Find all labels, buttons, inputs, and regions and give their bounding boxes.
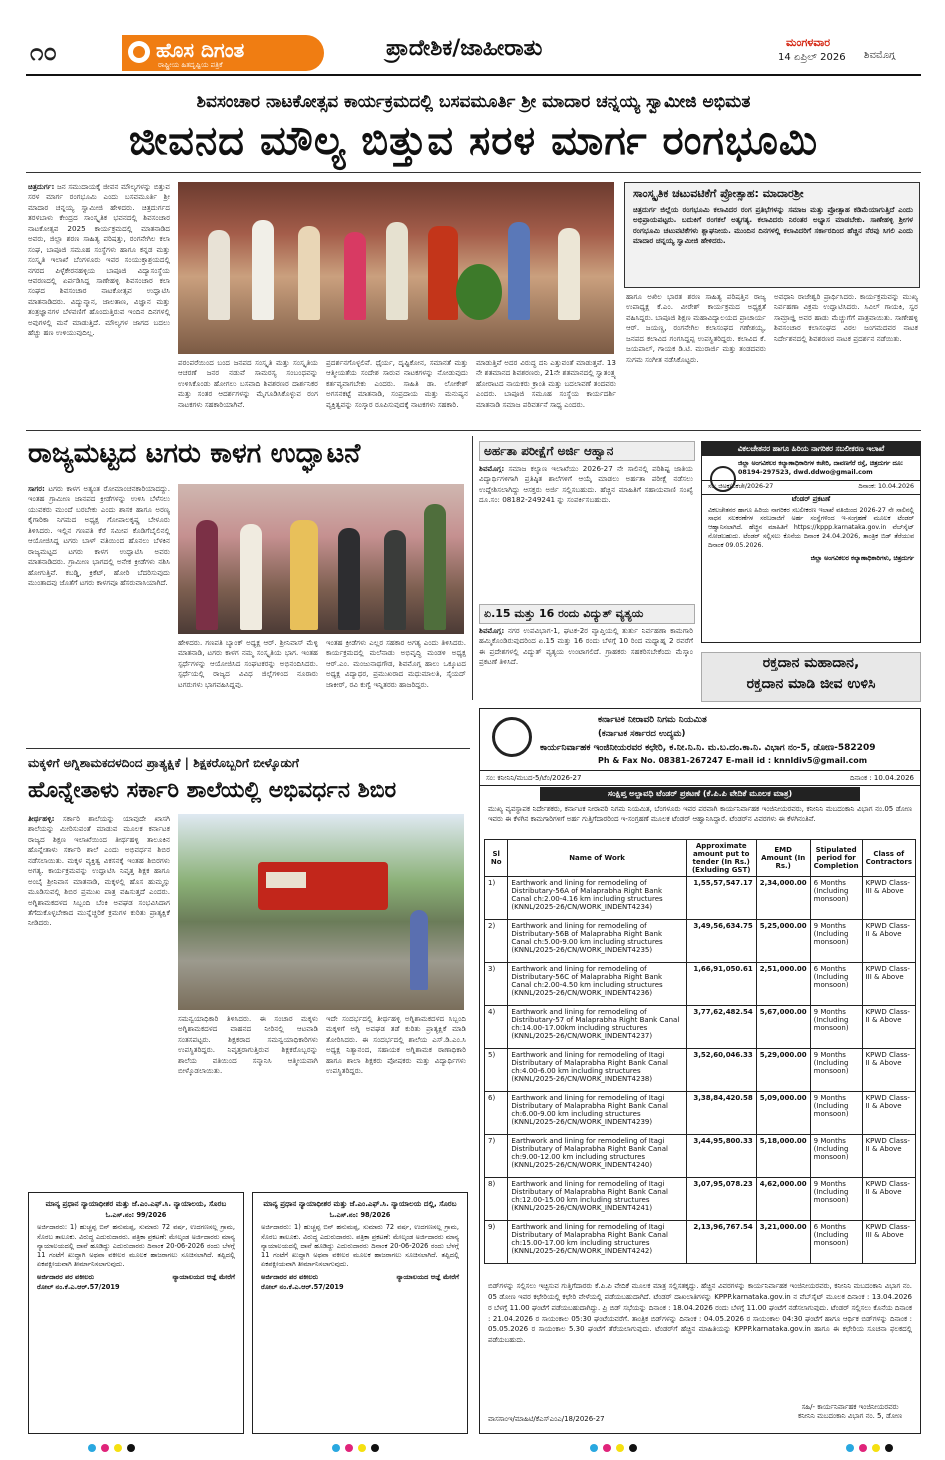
person-figure [384, 530, 406, 630]
row-work: Earthwork and lining for remodeling of Itagi Distributary of Malaprabha Right Bank Canal ch:15.00-17.00 km including structures (KNNL/2025-26/CN/WORK_INDENT4242) [508, 1221, 686, 1264]
department-header: ವಿಕಲಚೇತನರ ಹಾಗೂ ಹಿರಿಯ ನಾಗರಿಕರ ಸಬಲೀಕರಣ ಇಲಾಖೆ [702, 442, 920, 456]
person-figure [252, 220, 274, 320]
signature-line-2: ಕನೀನಿನಿ ಮಬದಂಕಾನಿ ವಿಭಾಗ ನಂ. 5, ಡೋಣ [798, 1412, 903, 1420]
table-row [485, 920, 916, 963]
notice-subtitle: ಟೆಂಡರ್ ಪ್ರಕಟಣೆ [791, 494, 831, 503]
row-period: 9 Months (Including monsoon) [810, 1049, 862, 1092]
plant-icon [456, 264, 502, 320]
row-amount: 3,44,95,800.33 [686, 1135, 756, 1178]
power-notice-title-box [479, 604, 695, 624]
lead-kicker: ಶಿವಸಂಚಾರ ನಾಟಕೋತ್ಸವ ಕಾರ್ಯಕ್ರಮದಲ್ಲಿ ಬಸವಮೂರ್ತಿ ಶ್ರೀ ಮಾದಾರ ಚನ್ನಯ್ಯ ಸ್ವಾಮೀಜಿ ಅಭಿಮತ [196, 92, 751, 112]
court-name: ಮಾನ್ಯ ಪ್ರಧಾನ ನ್ಯಾಯಾಧೀಶರ ಮತ್ತು ಜೆ.ಎಂ.ಎಫ್.ಸಿ. ನ್ಯಾಯಾಲಯ ದಲ್ಲಿ, ಸೊರಬ [263, 1199, 457, 1208]
department-address: ಜಿಲ್ಲಾ ಅಂಗವಿಕಲರ ಕಲ್ಯಾಣಾಧಿಕಾರಿಗಳ ಕಚೇರಿ, ದಾವಣಗೆರೆ ರಸ್ತೆ, ಚಿತ್ರದುರ್ಗ ದೂ: 08194-297523, dwd.ddwo@gmail.com [738, 460, 904, 477]
lead-text-1: ಜನ ಸಮುದಾಯಕ್ಕೆ ಜೀವನ ಮೌಲ್ಯಗಳನ್ನು ಬಿತ್ತುವ ಸರಳ ಮಾರ್ಗ ರಂಗಭೂಮಿ ಎಂದು ಬಸವಮೂರ್ತಿ ಶ್ರೀ ಮಾದಾರ ಚನ್ನಯ್ಯ ಸ್ವಾಮೀಜಿ ಹೇಳಿದರು. ಚಿತ್ರದುರ್ಗದ ತರಳಬಾಳು ಕೇಂದ್ರದ ಸಾಂಸ್ಕೃತಿಕ ಭವನದಲ್ಲಿ ಶಿವಸಂಚಾರ ನಾಟಕೋತ್ಸವ 2025 ಕಾರ್ಯಕ್ರಮದಲ್ಲಿ ಮಾತನಾಡಿದ ಅವರು, ಜಿಲ್ಲಾ ಶರಣ ಸಾಹಿತ್ಯ ಪರಿಷತ್ತು, ರಂಗನೇಗಿಲ ಕಲಾ ಸಂಘ, ಬಾಪೂಜಿ ಸಮೂಹ ಸಂಸ್ಥೆಗಳು ಹಾಗೂ ಕನ್ನಡ ಮತ್ತು ಸಂಸ್ಕೃತಿ ಇಲಾಖೆ ಬೆಂಗಳೂರು ಇವರ ಸಂಯುಕ್ತಾಶ್ರಯದಲ್ಲಿ ನಗರದ ಪಿಳ್ಳೆಕೇರನಹಳ್ಳಿಯ ಬಾಪೂಜಿ ವಿದ್ಯಾಸಂಸ್ಥೆಯ ಆವರಣದಲ್ಲಿ ಏರ್ಪಡಿಸಿದ್ದ ಸಾಣೇಹಳ್ಳಿ ಶಿವಸಂಚಾರ ಕಲಾ ಸಂಘದ ಶಿವಸಂಚಾರ ನಾಟಕೋತ್ಸವ ಉದ್ಘಾಟಿಸಿ ಮಾತನಾಡಿದರು. ವಿದ್ಯುನ್ಮಾನ, ಜಾಲತಾಣ, ವಿಜ್ಞಾನ ಮತ್ತು ತಂತ್ರಜ್ಞಾನಗಳ ಬೆಳವಣಿಗೆ ಹೊಂದುತ್ತಿರುವ ಇಂದಿನ ದಿನಗಳಲ್ಲಿ ಅವುಗಳಲ್ಲಿ ಮನೆ ಮಾಡುತ್ತಿದೆ. ಮೌಲ್ಯಗಳ ಜಾಗದ ಬದಲು ಹೆಚ್ಚು ಹಣ ಉಳಿಯುವುದಿಲ್ಲ. [28, 182, 170, 338]
row-work: Earthwork and lining for remodeling of Distributary-56B of Malaprabha Right Bank Canal ch:5.00-9.00 km including structures (KNNL/2025-26/CN/WORK_INDENT4235) [508, 920, 686, 963]
row-period: 6 Months (Including monsoon) [810, 877, 862, 920]
department-tender-notice [701, 441, 921, 643]
government-emblem-icon [710, 466, 736, 492]
col-emd: EMD Amount (In Rs.) [756, 840, 810, 877]
dateline: ತೀರ್ಥಹಳ್ಳಿ: [28, 814, 55, 823]
row-class: KPWD Class-III & Above [862, 963, 915, 1006]
person-figure [428, 226, 458, 320]
row-work: Earthwork and lining for remodeling of Distributary-56A of Malaprabha Right Bank Canal ch:2.00-4.16 km including structures (KNNL/2025-26/CN/WORK_INDENT4234) [508, 877, 686, 920]
office-contact: Ph & Fax No. 08381-267247 E-mail id : knnldiv5@gmail.com [598, 756, 868, 765]
row-period: 9 Months (Including monsoon) [810, 1092, 862, 1135]
apply-notice-title: ಅರ್ಹತಾ ಪರೀಕ್ಷೆಗೆ ಅರ್ಜಿ ಆಹ್ವಾನ [484, 444, 614, 458]
issue-day: ಮಂಗಳವಾರ [786, 36, 831, 49]
person-figure [338, 528, 360, 630]
row-class: KPWD Class-II & Above [862, 1178, 915, 1221]
person-figure [386, 222, 408, 320]
lead-photo [178, 182, 614, 354]
registration-dots [846, 1444, 893, 1452]
col-period: Stipulated period for Completion [810, 840, 862, 877]
ref-row [480, 770, 920, 786]
person-figure [240, 524, 262, 630]
story2-headline: ರಾಜ್ಯಮಟ್ಟದ ಟಗರು ಕಾಳಗ ಉದ್ಘಾಟನೆ [28, 438, 361, 469]
tender-ref-footer: ವಾಸಸಾಂಇ/ಮಾಹಿಟಿ/ಕೆಎಸ್‌ಎಂಎ/18/2026-27 [488, 1415, 605, 1423]
signature-line-1: ಸಹಿ/- ಕಾರ್ಯನಿರ್ವಾಹಕ ಇಂಜಿನೀಯರವರು [801, 1403, 899, 1411]
apply-notice-text [479, 464, 693, 596]
story3-column-3: ಇದೇ ಸಂದರ್ಭದಲ್ಲಿ ತೀರ್ಥಹಳ್ಳಿ ಅಗ್ನಿಶಾಮಕದಳದ ಸಿಬ್ಬಂದಿ ಮಕ್ಕಳಿಗೆ ಅಗ್ನಿ ಅವಘಡ ತಡೆ ಕುರಿತು ಪ್ರಾತ್ಯಕ್ಷಿಕೆ ಮಾಡಿ ತೋರಿಸಿದರು. ಈ ಸಂದರ್ಭದಲ್ಲಿ ಶಾಲೆಯ ಎಸ್.ಡಿ.ಎಂ.ಸಿ ಅಧ್ಯಕ್ಷ ನಿತ್ಯಾನಂದ, ಸಹಾಯಕ ಅಗ್ನಿಶಾಮಕ ಠಾಣಾಧಿಕಾರಿ ಹಾಗೂ ಶಾಲಾ ಶಿಕ್ಷಕರು ಪೋಷಕರು ಮತ್ತು ವಿದ್ಯಾರ್ಥಿಗಳು ಉಪಸ್ಥಿತರಿದ್ದರು. [326, 1014, 466, 1076]
lead-column-4: ಮಾಡುತ್ತಿವೆ ಅದರ ವಿರುದ್ಧ ದನಿ ಎತ್ತುವಂತೆ ಮಾಡುತ್ತವೆ. 13 ನೇ ಶತಮಾನದ ಶಿವಶರಣರು, 21ನೇ ಶತಮಾನದಲ್ಲಿ ಸ್ವಾತಂತ್ರ್ಯ ಹೋರಾಟದ ನಾಯಕರು ಕ್ರಾಂತಿ ಮತ್ತು ಬದಲಾವಣೆ ತಂದವರು ಎಂದರು. ಬಾಪೂಜಿ ಸಮೂಹ ಸಂಸ್ಥೆಯ ಕಾರ್ಯದರ್ಶಿ ಮಾತನಾಡಿ ಸಮಾಜ ಪರಿವರ್ತನೆ ಸಾಧ್ಯ ಎಂದರು. [476, 358, 616, 409]
row-amount: 2,13,96,767.54 [686, 1221, 756, 1264]
row-emd: 5,09,000.00 [756, 1092, 810, 1135]
court-name: ಮಾನ್ಯ ಪ್ರಧಾನ ನ್ಯಾಯಾಧೀಶರ ಮತ್ತು ಜೆ.ಎಂ.ಎಫ್.ಸಿ. ನ್ಯಾಯಾಲಯ, ಸೊರಬ [45, 1199, 227, 1208]
power-notice-body: ನಗರ ಉಪವಿಭಾಗ-1, ಘಟಕ-2ರ ವ್ಯಾಪ್ತಿಯಲ್ಲಿ ತುರ್ತು ನಿರ್ವಹಣಾ ಕಾಮಗಾರಿ ಹಮ್ಮಿಕೊಂಡಿರುವುದರಿಂದ ಏ.15 ಮತ್ತು 16 ರಂದು ಬೆಳಗ್ಗೆ 10 ರಿಂದ ಮಧ್ಯಾಹ್ನ 2 ರವರೆಗೆ ಈ ಪ್ರದೇಶಗಳಲ್ಲಿ ವಿದ್ಯುತ್ ವ್ಯತ್ಯಯ ಉಂಟಾಗಲಿದೆ. ಗ್ರಾಹಕರು ಸಹಕರಿಸಬೇಕೆಂದು ಮೆಸ್ಕಾಂ ಪ್ರಕಟಣೆ ತಿಳಿಸಿದೆ. [479, 626, 693, 667]
row-sl: 6) [485, 1092, 508, 1135]
story2-column-1 [28, 484, 170, 740]
office-address: ಕಾರ್ಯನಿರ್ವಾಹಕ ಇಂಜಿನೀಯರವರ ಕಛೇರಿ, ಕ.ನೀ.ನಿ.ನಿ. ಮ.ಬ.ದಂ.ಕಾ.ನಿ. ವಿಭಾಗ ನಂ-5, ಡೋಣ-582209 [540, 743, 876, 753]
edition-city: ಶಿವಮೊಗ್ಗ [864, 50, 896, 61]
registration-dots [590, 1444, 637, 1452]
col-amount: Approximate amount put to tender (In Rs.) (Exluding GST) [686, 840, 756, 877]
col-work: Name of Work [508, 840, 686, 877]
divider [472, 436, 473, 700]
masthead [26, 32, 921, 76]
row-period: 9 Months (Including monsoon) [810, 920, 862, 963]
apply-notice-title-box [479, 441, 695, 461]
ref-date: ದಿನಾಂಕ: 10.04.2026 [858, 482, 914, 490]
table-row [485, 1135, 916, 1178]
case-number: ಓ.ಎಸ್.ನಂ: 98/2026 [329, 1211, 391, 1220]
story2-column-2: ಹೇಳಿದರು. ಗಣಪತಿ ಬ್ಯಾಂಕ್ ಅಧ್ಯಕ್ಷ ಆರ್. ಶ್ರೀನಿವಾಸ್ ಮೆಳ್ಳಿ ಮಾತನಾಡಿ, ಟಗರು ಕಾಳಗ ನಮ್ಮ ಸಂಸ್ಕೃತಿಯ ಭಾಗ. ಇಂತಹ ಸ್ಪರ್ಧೆಗಳನ್ನು ಆಯೋಜಿಸಿದ ಸಂಘಟಕರನ್ನು ಅಭಿನಂದಿಸಿದರು. ಸ್ಪರ್ಧೆಯಲ್ಲಿ ರಾಜ್ಯದ ವಿವಿಧ ಜಿಲ್ಲೆಗಳಿಂದ ನೂರಾರು ಟಗರುಗಳು ಭಾಗವಹಿಸಿದ್ದವು. [178, 638, 318, 689]
row-class: KPWD Class-II & Above [862, 1092, 915, 1135]
person-figure [298, 226, 320, 320]
row-sl: 3) [485, 963, 508, 1006]
issue-date: 14 ಏಪ್ರಿಲ್ 2026 [778, 52, 846, 63]
row-sl: 4) [485, 1006, 508, 1049]
row-emd: 5,29,000.00 [756, 1049, 810, 1092]
table-row [485, 1221, 916, 1264]
lead-headline: ಜೀವನದ ಮೌಲ್ಯ ಬಿತ್ತುವ ಸರಳ ಮಾರ್ಗ ರಂಗಭೂಮಿ [128, 118, 819, 164]
row-sl: 9) [485, 1221, 508, 1264]
sun-logo-icon [128, 41, 150, 63]
row-class: KPWD Class-II & Above [862, 1135, 915, 1178]
row-class: KPWD Class-III & Above [862, 1221, 915, 1264]
page-number: ೧೦ [30, 38, 57, 66]
person-figure [344, 232, 366, 320]
row-sl: 8) [485, 1178, 508, 1221]
row-work: Earthwork and lining for remodeling of Distributary-57 of Malaprabha Right Bank Canal ch:14.00-17.00km including structures (KNNL/2025-26/CN/WORK_INDENT4237) [508, 1006, 686, 1049]
row-sl: 2) [485, 920, 508, 963]
person-figure [196, 520, 218, 630]
story3-photo [178, 814, 464, 1010]
tender-date: ದಿನಾಂಕ : 10.04.2026 [849, 774, 914, 782]
table-row [485, 1178, 916, 1221]
row-emd: 5,25,000.00 [756, 920, 810, 963]
row-period: 9 Months (Including monsoon) [810, 1006, 862, 1049]
dateline: ಚಿತ್ರದುರ್ಗ: [28, 182, 55, 191]
ref-number: ಸಂ: ಜಿಅಕ/ವಿಕಚೇ/2026-27 [708, 482, 774, 490]
row-emd: 5,67,000.00 [756, 1006, 810, 1049]
lead-column-5: ಹಾಗೂ ಅಖಿಲ ಭಾರತ ಶರಣ ಸಾಹಿತ್ಯ ಪರಿಷತ್ತಿನ ರಾಜ್ಯ ಉಪಾಧ್ಯಕ್ಷ ಕೆ.ಎಂ. ವೀರೇಶ್ ಕಾರ್ಯಕ್ರಮದ ಅಧ್ಯಕ್ಷತೆ ವಹಿಸಿದ್ದರು. ಬಾಪೂಜಿ ಶಿಕ್ಷಣ ಮಹಾವಿದ್ಯಾಲಯದ ಪ್ರಾಚಾರ್ಯ ಆರ್. ಜಯಣ್ಣ, ರಂಗನೇಗಿಲ ಕಲಾಸಂಘದ ಗಣೇಶಯ್ಯ, ಜನಪದ ಕಲಾವಿದ ಗಂಗಸಿದ್ದಪ್ಪ ಉಪಸ್ಥಿತರಿದ್ದರು. ಕಲಾವಿದ ಕೆ. ಜಯಪಾಲ್, ಗಾಯಕ ಡಿ.ಟಿ. ಮುರಾರ್ಜಿ ಮತ್ತು ತಂಡದವರು ಸುಗಮ ಸಂಗೀತ ನಡೆಸಿಕೊಟ್ಟರು. [626, 292, 766, 364]
person-figure [410, 910, 428, 990]
logo-tagline: ರಾಷ್ಟ್ರೀಯ ಹಿತದೃಷ್ಟಿಯ ಪತ್ರಿಕೆ [158, 61, 223, 69]
power-notice-title: ಏ.15 ಮತ್ತು 16 ರಂದು ವಿದ್ಯುತ್ ವ್ಯತ್ಯಯ [484, 607, 644, 620]
row-period: 6 Months (Including monsoon) [810, 1221, 862, 1264]
section-title: ಪ್ರಾದೇಶಿಕ/ಜಾಹೀರಾತು [386, 36, 543, 61]
person-figure [424, 504, 446, 630]
sidebar-text: ಚಿತ್ರದುರ್ಗ ಜಿಲ್ಲೆಯ ರಂಗಭೂಮಿ ಕಲಾವಿದರ ರಂಗ ಪ್ರತಿಭೆಗಳನ್ನು ಸಮಾಜ ಮತ್ತು ಪ್ರೋತ್ಸಾಹ ಕಡಿಮೆಯಾಗುತ್ತಿದೆ ಎಂದು ಅಭಿಪ್ರಾಯಪಟ್ಟರು. ಬದುಕಿಗೆ ರಂಗಕಲೆ ಅತ್ಯಗತ್ಯ. ಕಲಾವಿದರು ನಿರಂತರ ಅಭ್ಯಾಸ ಮಾಡಬೇಕು. ಸಾಣೇಹಳ್ಳಿ ಶ್ರೀಗಳ ರಂಗಭೂಮಿ ಚಟುವಟಿಕೆಗಳು ಶ್ಲಾಘನೀಯ. ಮುಂದಿನ ದಿನಗಳಲ್ಲಿ ಕಲಾವಿದರಿಗೆ ಸರ್ಕಾರದಿಂದ ಹೆಚ್ಚಿನ ನೆರವು ಸಿಗಲಿ ಎಂದು ಮಾದಾರ ಚನ್ನಯ್ಯ ಸ್ವಾಮೀಜಿ ಹೇಳಿದರು. [633, 205, 913, 246]
story3-text-1: ಸರ್ಕಾರಿ ಶಾಲೆಯನ್ನು ಯಾವುದೇ ಖಾಸಗಿ ಶಾಲೆಯನ್ನು ಮೀರಿಸುವಂತೆ ಮಾಡುವ ಮೂಲಕ ಕರ್ನಾಟಕ ರಾಜ್ಯದ ಶಿಕ್ಷಣ ಇಲಾಖೆಯಿಂದ ತೀರ್ಥಹಳ್ಳಿ ತಾಲೂಕಿನ ಹೊನ್ನೇತಾಳು ಸರ್ಕಾರಿ ಶಾಲೆ ಎಂದು ಅಭಿವರ್ಧನ ಶಿಬಿರ ನಡೆಸಲಾಯಿತು. ಮಕ್ಕಳ ವ್ಯಕ್ತಿತ್ವ ವಿಕಸನಕ್ಕೆ ಇಂತಹ ಶಿಬಿರಗಳು ಅಗತ್ಯ. ಕಾರ್ಯಕ್ರಮವನ್ನು ಉದ್ಘಾಟಿಸಿ ನಿವೃತ್ತ ಶಿಕ್ಷಕ ಹಾಗೂ ಅಂಬೈ ಶ್ರೀನಿವಾಸ ಮಾತನಾಡಿ, ಮಕ್ಕಳಲ್ಲಿ ಹೊಸ ಹುಮ್ಮಸ್ಸು ಮೂಡಿಸುವಲ್ಲಿ ಶಿಬಿರ ಪ್ರಮುಖ ಪಾತ್ರ ವಹಿಸುತ್ತದೆ ಎಂದರು. ಅಗ್ನಿಶಾಮಕದಳದ ಸಿಬ್ಬಂದಿ ಬೆಂಕಿ ಅವಘಡ ಸಂಭವಿಸಿದಾಗ ತೆಗೆದುಕೊಳ್ಳಬೇಕಾದ ಮುನ್ನೆಚ್ಚರಿಕೆ ಕ್ರಮಗಳ ಕುರಿತು ಪ್ರಾತ್ಯಕ್ಷಿಕೆ ನೀಡಿದರು. [28, 814, 170, 928]
person-figure [290, 520, 318, 630]
row-period: 6 Months (Including monsoon) [810, 963, 862, 1006]
roll-number: ರೋಲ್ ನಂ.ಕೆ.ಎ.ಆರ್.57/2019 [37, 1282, 120, 1291]
col-class: Class of Contractors [862, 840, 915, 877]
row-work: Earthwork and lining for remodeling of Distributary-56C of Malaprabha Right Bank Canal ch:2.00-4.50 km including structures (KNNL/2025-26/CN/WORK_INDENT4236) [508, 963, 686, 1006]
table-row [485, 1092, 916, 1135]
row-work: Earthwork and lining for remodeling of Itagi Distributary of Malaprabha Right Bank Canal ch:12.00-15.00 km including structures (KNNL/2025-26/CN/WORK_INDENT4241) [508, 1178, 686, 1221]
dateline: ಸಾಗರ: [28, 484, 45, 493]
row-amount: 3,52,60,046.33 [686, 1049, 756, 1092]
signature-row [253, 1269, 467, 1282]
notice-signature: ಜಿಲ್ಲಾ ಅಂಗವಿಕಲರ ಕಲ್ಯಾಣಾಧಿಕಾರಿಗಳು, ಚಿತ್ರದುರ್ಗ [810, 554, 914, 562]
row-amount: 3,49,56,634.75 [686, 920, 756, 963]
case-number: ಓ.ಎಸ್.ನಂ: 99/2026 [105, 1211, 167, 1220]
row-emd: 2,34,000.00 [756, 877, 810, 920]
tender-banner: ಸಂಕ್ಷಿಪ್ತ ಅಲ್ಪಾವಧಿ ಟೆಂಡರ್ ಪ್ರಕಟಣೆ (ಕೆ.ಪಿ.ಪಿ ವೇದಿಕೆ ಮೂಲಕ ಮಾತ್ರ) [540, 787, 860, 801]
story2-column-3: ಇಂತಹ ಕ್ರೀಡೆಗಳು ಎಲ್ಲರ ಸಹಕಾರ ಅಗತ್ಯ ಎಂದು ತಿಳಿಸಿದರು. ಕಾರ್ಯಕ್ರಮದಲ್ಲಿ ಮಲೆನಾಡು ಅಭಿವೃದ್ಧಿ ಮಂಡಳಿ ಅಧ್ಯಕ್ಷ ಆರ್.ಎಂ. ಮಂಜುನಾಥಗೌಡ, ಶಿವಮೊಗ್ಗ ಹಾಲು ಒಕ್ಕೂಟದ ಅಧ್ಯಕ್ಷ ವಿದ್ಯಾಧರ, ಪ್ರಮುಖರಾದ ಮಧುಮಾಲತಿ, ಸೈಯದ್ ಜಾಕೀರ್, ರವಿ ಕುಗ್ವೆ ಇನ್ನಿತರರು ಹಾಜರಿದ್ದರು. [326, 638, 466, 689]
row-amount: 3,77,62,482.54 [686, 1006, 756, 1049]
row-class: KPWD Class-II & Above [862, 1049, 915, 1092]
row-class: KPWD Class-II & Above [862, 920, 915, 963]
sidebar-box [624, 182, 920, 288]
blood-donation-banner [701, 652, 921, 702]
row-class: KPWD Class-III & Above [862, 877, 915, 920]
row-amount: 1,66,91,050.61 [686, 963, 756, 1006]
story2-text-1: ಟಗರು ಕಾಳಗ ಅತ್ಯಂತ ರೋಮಾಂಚನಕಾರಿಯಾದದ್ದು. ಇಂತಹ ಗ್ರಾಮೀಣ ಜಾನಪದ ಕ್ರೀಡೆಗಳನ್ನು ಉಳಿಸಿ ಬೆಳೆಸಲು ಯುವಕರು ಮುಂದೆ ಬರಬೇಕು ಎಂದು ಶಾಸಕ ಹಾಗೂ ಅರಣ್ಯ ಕೈಗಾರಿಕಾ ನಿಗಮದ ಅಧ್ಯಕ್ಷ ಗೋಪಾಲಕೃಷ್ಣ ಬೇಳೂರು ತಿಳಿಸಿದರು. ಇಲ್ಲಿನ ಗಣಪತಿ ಕೆರೆ ಸಮೀಪ ಕೊಡಿಗೆಬೈಲಿನಲ್ಲಿ ಆಯೋಜಿಸಿದ್ದ ಟಗರು ಬಾಳ್ ವತಿಯಿಂದ ಹೊನಲು ಬೆಳಕಿನ ರಾಜ್ಯಮಟ್ಟದ ಟಗರು ಕಾಳಗ ಉದ್ಘಾಟಿಸಿ ಅವರು ಮಾತನಾಡಿದರು. ಗ್ರಾಮೀಣ ಭಾಗದಲ್ಲಿ ಅನೇಕ ಕ್ರೀಡೆಗಳು ನಶಿಸಿ ಹೋಗುತ್ತಿವೆ. ಕಬಡ್ಡಿ, ಕ್ರಿಕೆಟ್, ಹೋರಿ ಬೆದರಿಸುವುದು ಮುಂತಾದವು ಜೊತೆಗೆ ಟಗರು ಕಾಳಗವೂ ಹೆಸರುವಾಸಿಯಾಗಿದೆ. [28, 484, 170, 587]
table-header-row [485, 840, 916, 877]
irrigation-tender-notice [479, 708, 921, 1434]
row-sl: 5) [485, 1049, 508, 1092]
story2-photo [178, 484, 464, 634]
court-notice-2 [252, 1192, 468, 1434]
org-name: ಕರ್ನಾಟಕ ನೀರಾವರಿ ನಿಗಮ ನಿಯಮಿತ [598, 715, 707, 725]
logo-title: ಹೊಸ ದಿಗಂತ [156, 38, 245, 62]
org-subtitle: (ಕರ್ನಾಟಕ ಸರ್ಕಾರದ ಉದ್ಯಮ) [598, 729, 686, 739]
story3-column-2: ಸಮನ್ವಯಾಧಿಕಾರಿ ತಿಳಿಸಿದರು. ಈ ಸಂಚಾರ ಮಕ್ಕಳು ಅಗ್ನಿಶಾಮಕದಳದ ವಾಹನದ ನೀರಿನಲ್ಲಿ ಆಟವಾಡಿ ಸಂತಸಪಟ್ಟರು. ಶಿಕ್ಷಕರಾದ ಸಮನ್ವಯಾಧಿಕಾರಿಗಳು ಉಪಸ್ಥಿತರಿದ್ದರು. ನಿವೃತ್ತರಾಗುತ್ತಿರುವ ಶಿಕ್ಷಕರೊಬ್ಬರನ್ನು ಶಾಲೆಯ ವತಿಯಿಂದ ಸನ್ಮಾನಿಸಿ ಆತ್ಮೀಯವಾಗಿ ಬೀಳ್ಕೊಡಲಾಯಿತು. [178, 1014, 318, 1076]
tender-rows [485, 877, 916, 1264]
story3-kicker: ಮಕ್ಕಳಿಗೆ ಅಗ್ನಿಶಾಮಕದಳದಿಂದ ಪ್ರಾತ್ಯಕ್ಷಿಕೆ | ಶಿಕ್ಷಕರೊಬ್ಬರಿಗೆ ಬೀಳ್ಕೊಡುಗೆ [28, 756, 299, 770]
row-work: Earthwork and lining for remodeling of Itagi Distributary of Malaprabha Right Bank Canal ch:9.00-12.00 km including structures (KNNL/2025-26/CN/WORK_INDENT4240) [508, 1135, 686, 1178]
row-emd: 4,62,000.00 [756, 1178, 810, 1221]
row-amount: 3,07,95,078.23 [686, 1178, 756, 1221]
person-figure [208, 230, 230, 320]
fire-truck-icon [258, 862, 388, 910]
lead-column-3: ಪ್ರದರ್ಶನಗೊಳ್ಳಲಿವೆ. ಧೈರ್ಯ, ದೃಷ್ಟಿಕೋನ, ಸಮಾನತೆ ಮತ್ತು ಆತ್ಮೀಯತೆಯ ಸಂದೇಶ ಸಾರುವ ನಾಟಕಗಳನ್ನು ನೋಡುವುದು ಕರ್ತವ್ಯವಾಗಬೇಕು ಎಂದರು. ಸಾಹಿತಿ ಡಾ. ಲೋಕೇಶ್ ಅಗಸನಕಟ್ಟೆ ಮಾತನಾಡಿ, ಸಂಪ್ರದಾಯ ಮತ್ತು ಮನುಷ್ಯನ ವ್ಯಕ್ತಿತ್ವವನ್ನು ಸಂಸ್ಕಾರ ರೂಪಿಸುವುದಕ್ಕೆ ನಾಟಕಗಳು ಸಹಕಾರಿ. [326, 358, 468, 409]
table-row [485, 1006, 916, 1049]
court-notice-1 [28, 1192, 244, 1434]
row-emd: 5,18,000.00 [756, 1135, 810, 1178]
col-sl: Sl No [485, 840, 508, 877]
paper-logo [122, 35, 324, 71]
row-amount: 3,38,84,420.58 [686, 1092, 756, 1135]
story3-headline: ಹೊನ್ನೇತಾಳು ಸರ್ಕಾರಿ ಶಾಲೆಯಲ್ಲಿ ಅಭಿವರ್ಧನ ಶಿಬಿರ [28, 778, 397, 803]
power-notice-text [479, 626, 693, 700]
row-work: Earthwork and lining for remodeling of Itagi Distributary of Malaprabha Right Bank Canal ch:4.00-6.00 km including structures (KNNL/2025-26/CN/WORK_INDENT4238) [508, 1049, 686, 1092]
tender-footer: ಬಿಡ್‌ಗಳನ್ನು ಸಲ್ಲಿಸಲು ಇಚ್ಛಿಸುವ ಗುತ್ತಿಗೆದಾರರು ಕೆ.ಪಿ.ಪಿ ವೇದಿಕೆ ಮೂಲಕ ಮಾತ್ರ ಸಲ್ಲಿಸತಕ್ಕದ್ದು. ಹೆಚ್ಚಿನ ವಿವರಗಳನ್ನು ಕಾರ್ಯನಿರ್ವಾಹಕ ಇಂಜಿನೀಯರವರು, ಕನೀನಿನಿ ಮಬದಂಕಾನಿ ವಿಭಾಗ ನಂ. 05 ಡೋಣ ಇವರ ಕಛೇರಿಯಲ್ಲಿ ಕಛೇರಿ ವೇಳೆಯಲ್ಲಿ ಪಡೆಯಬಹುದಾಗಿದೆ. ಟೆಂಡರ್ ದಾಖಲಾತಿಗಳನ್ನು KPPP.karnataka.gov.in ನ ವೆಬ್‌ಸೈಟ್ ಮೂಲಕ ದಿನಾಂಕ : 13.04.2026 ರ ಬೆಳಗ್ಗೆ 11.00 ಘಂಟೆಗೆ ಪಡೆಯಬಹುದಾಗಿದ್ದು. ಪ್ರಿ ಬಿಡ್ ಸಭೆಯನ್ನು ದಿನಾಂಕ : 18.04.2026 ರಂದು ಬೆಳಗ್ಗೆ 11.00 ಘಂಟೆಗೆ ನಡೆಸಲಾಗುವುದು. ಟೆಂಡರ್ ಸಲ್ಲಿಸಲು ಕೊನೆಯ ದಿನಾಂಕ : 21.04.2026 ರ ಸಾಯಂಕಾಲ 05:30 ಘಂಟೆಯವರೆಗೆ. ತಾಂತ್ರಿಕ ಬಿಡ್‌ಗಳನ್ನು ದಿನಾಂಕ : 04.05.2026 ರ ಸಾಯಂಕಾಲ 04:30 ಘಂಟೆಗೆ ಹಾಗೂ ಆರ್ಥಿಕ ಬಿಡ್‌ಗಳನ್ನು ದಿನಾಂಕ : 05.05.2026 ರ ಸಾಯಂಕಾಲ 5.30 ಘಂಟೆಗೆ ತೆರೆಯಲಾಗುವುದು. ಟೆಂಡರ್‌ಗೆ ಹೆಚ್ಚಿನ ಮಾಹಿತಿಯನ್ನು KPPP.karnataka.gov.in ಹಾಗೂ ಈ ಕಛೇರಿಯ ಸೂಚನಾ ಫಲಕದಲ್ಲಿ ಪಡೆಯಬಹುದು. [488, 1282, 912, 1345]
lead-column-2: ಪರಂಪರೆಯಿಂದ ಬಂದ ಜನಪದ ಸಂಸ್ಕೃತಿ ಮತ್ತು ಸಂಸ್ಕೃತಿಯ ಆಚರಣೆ ಜನರ ನಡುವೆ ಸಾಮರಸ್ಯ ಸಂಬಂಧವನ್ನು ಉಳಿಸಿಕೊಂಡು ಹೋಗಲು ಬಸವಾದಿ ಶಿವಶರಣರ ದಾರ್ಶನಿಕರ ಮತ್ತು ಸಂತರ ಆದರ್ಶಗಳನ್ನು ಮೈಗೂಡಿಸಿಕೊಳ್ಳುವ ರಂಗ ನಾಟಕಗಳು ಸಹಕಾರಿಯಾಗಿವೆ. [178, 358, 318, 409]
tender-table [484, 839, 916, 1264]
row-sl: 7) [485, 1135, 508, 1178]
registration-dots [88, 1444, 135, 1452]
row-emd: 2,51,000.00 [756, 963, 810, 1006]
row-sl: 1) [485, 877, 508, 920]
table-row [485, 963, 916, 1006]
notice-body: ಅರ್ಜಿದಾರರು: 1) ಹುಚ್ಚಪ್ಪ ಬಿನ್ ಹನುಮಪ್ಪ, ಸುಮಾರು 72 ವರ್ಷ, ಉದಗಣಸಲ್ಲ ಗ್ರಾಮ, ಸೊರಬ ತಾಲೂಕು. ವಿರುದ್ಧ ಎದುರುದಾರರು. ಪತ್ರಿಕಾ ಪ್ರಕಟಣೆ: ಮೇಲ್ಕಂಡ ಅರ್ಜಿದಾರರು ಮಾನ್ಯ ನ್ಯಾಯಾಲಯದಲ್ಲಿ ದಾವೆ ಹೂಡಿದ್ದು ಎದುರುದಾರರು ದಿನಾಂಕ 20-06-2026 ರಂದು ಬೆಳಗ್ಗೆ 11 ಗಂಟೆಗೆ ಖುದ್ದಾಗಿ ಅಥವಾ ವಕೀಲರ ಮೂಲಕ ಹಾಜರಾಗಲು ಸೂಚಿಸಲಾಗಿದೆ. ತಪ್ಪಿದಲ್ಲಿ ಏಕಪಕ್ಷೀಯವಾಗಿ ತೀರ್ಮಾನಿಸಲಾಗುವುದು. [261, 1223, 459, 1269]
roll-number: ರೋಲ್ ನಂ.ಕೆ.ಎ.ಆರ್.57/2019 [261, 1282, 344, 1291]
court-order-sign: ನ್ಯಾಯಾಲಯದ ಆಜ್ಞೆ ಮೇರೆಗೆ [172, 1273, 235, 1282]
row-emd: 3,21,000.00 [756, 1221, 810, 1264]
divider [26, 172, 921, 173]
knnl-emblem-icon [492, 717, 532, 757]
table-row [485, 877, 916, 920]
tender-ref: ಸಂ: ಕನೀನಿನಿ/ಮಬದ-5/ಟೆಂ/2026-27 [486, 774, 582, 782]
lead-column-1 [28, 182, 170, 368]
sidebar-title: ಸಾಂಸ್ಕೃತಿಕ ಚಟುವಟಿಕೆಗೆ ಪ್ರೋತ್ಸಾಹ: ಮಾದಾರಶ್ರೀ [633, 187, 804, 200]
advocate-sign: ಅರ್ಜಿದಾರರ ಪರ ವಕೀಲರು [37, 1273, 95, 1282]
story3-column-1 [28, 814, 170, 1182]
court-order-sign: ನ್ಯಾಯಾಲಯದ ಆಜ್ಞೆ ಮೇರೆಗೆ [396, 1273, 459, 1282]
apply-notice-body: ಸಮಾಜ ಕಲ್ಯಾಣ ಇಲಾಖೆಯು 2026-27 ನೇ ಸಾಲಿನಲ್ಲಿ ಪರಿಶಿಷ್ಟ ಜಾತಿಯ ವಿದ್ಯಾರ್ಥಿಗಳಿಗಾಗಿ ಪ್ರತಿಷ್ಠಿತ ಶಾಲೆಗಳಿಗೆ ಆಯ್ಕೆ ಮಾಡಲು ಅರ್ಹತಾ ಪರೀಕ್ಷೆ ನಡೆಸಲು ಉದ್ದೇಶಿಸಲಾಗಿದ್ದು ಆಸಕ್ತರು ಅರ್ಜಿ ಸಲ್ಲಿಸಬಹುದು. ಹೆಚ್ಚಿನ ಮಾಹಿತಿಗೆ ಸಹಾಯವಾಣಿ ಸಂಖ್ಯೆ ದೂ.ಸಂ: 08182-249241 ನ್ನು ಸಂಪರ್ಕಿಸಬಹುದು. [479, 464, 693, 505]
dateline: ಶಿವಮೊಗ್ಗ: [479, 464, 505, 473]
advocate-sign: ಅರ್ಜಿದಾರರ ಪರ ವಕೀಲರು [261, 1273, 319, 1282]
notice-body: ವಿಕಲಚೇತನರ ಹಾಗೂ ಹಿರಿಯ ನಾಗರಿಕರ ಸಬಲೀಕರಣ ಇಲಾಖೆ ವತಿಯಿಂದ 2026-27 ನೇ ಸಾಲಿನಲ್ಲಿ ಸಾಧನ ಸಲಕರಣೆಗಳ ಸರಬರಾಜಿಗೆ ಅರ್ಹ ಸಂಸ್ಥೆಗಳಿಂದ ಇ-ಸಂಗ್ರಹಣೆ ಮೂಲಕ ಟೆಂಡರ್ ಆಹ್ವಾನಿಸಲಾಗಿದೆ. ಹೆಚ್ಚಿನ ಮಾಹಿತಿಗೆ https://kppp.karnataka.gov.in ವೆಬ್‌ಸೈಟ್ ನೋಡಬಹುದು. ಟೆಂಡರ್ ಸಲ್ಲಿಸಲು ಕೊನೆಯ ದಿನಾಂಕ 24.04.2026, ತಾಂತ್ರಿಕ ಬಿಡ್ ತೆರೆಯುವ ದಿನಾಂಕ 09.05.2026. [708, 506, 914, 549]
registration-dots [332, 1444, 379, 1452]
row-period: 9 Months (Including monsoon) [810, 1135, 862, 1178]
signature-row [29, 1269, 243, 1282]
table-row [485, 1049, 916, 1092]
tender-signature [798, 1403, 902, 1421]
dateline: ಶಿವಮೊಗ್ಗ: [479, 626, 505, 635]
notice-body: ಅರ್ಜಿದಾರರು: 1) ಹುಚ್ಚಪ್ಪ ಬಿನ್ ಹನುಮಪ್ಪ, ಸುಮಾರು 72 ವರ್ಷ, ಉದಗಣಸಲ್ಲ ಗ್ರಾಮ, ಸೊರಬ ತಾಲೂಕು. ವಿರುದ್ಧ ಎದುರುದಾರರು. ಪತ್ರಿಕಾ ಪ್ರಕಟಣೆ: ಮೇಲ್ಕಂಡ ಅರ್ಜಿದಾರರು ಮಾನ್ಯ ನ್ಯಾಯಾಲಯದಲ್ಲಿ ದಾವೆ ಹೂಡಿದ್ದು ಎದುರುದಾರರು ದಿನಾಂಕ 20-06-2026 ರಂದು ಬೆಳಗ್ಗೆ 11 ಗಂಟೆಗೆ ಖುದ್ದಾಗಿ ಅಥವಾ ವಕೀಲರ ಮೂಲಕ ಹಾಜರಾಗಲು ಸೂಚಿಸಲಾಗಿದೆ. ತಪ್ಪಿದಲ್ಲಿ ಏಕಪಕ್ಷೀಯವಾಗಿ ತೀರ್ಮಾನಿಸಲಾಗುವುದು. [37, 1223, 235, 1269]
person-figure [558, 228, 580, 320]
row-period: 9 Months (Including monsoon) [810, 1178, 862, 1221]
row-work: Earthwork and lining for remodeling of Itagi Distributary of Malaprabha Right Bank Canal ch:6.00-9.00 km including structures (KNNL/2025-26/CN/WORK_INDENT4239) [508, 1092, 686, 1135]
row-amount: 1,55,57,547.17 [686, 877, 756, 920]
person-figure [508, 222, 530, 320]
tender-intro: ಮುಖ್ಯ ವ್ಯವಸ್ಥಾಪಕ ನಿರ್ದೇಶಕರು, ಕರ್ನಾಟಕ ನೀರಾವರಿ ನಿಗಮ ನಿಯಮಿತ, ಬೆಂಗಳೂರು ಇವರ ಪರವಾಗಿ ಕಾರ್ಯನಿರ್ವಾಹಕ ಇಂಜಿನೀಯರವರು, ಕನೀನಿನಿ ಮಬದಂಕಾನಿ ವಿಭಾಗ ನಂ.05 ಡೋಣ ಇವರು ಈ ಕೆಳಗಿನ ಕಾಮಗಾರಿಗಳಿಗೆ ಅರ್ಹ ಗುತ್ತಿಗೆದಾರರಿಂದ ಇ-ಸಂಗ್ರಹಣೆ ಮೂಲಕ ಟೆಂಡರ್ ಆಹ್ವಾನಿಸಿದ್ದಾರೆ. ಟೆಂಡರ್‌ನ ವಿವರಗಳು ಈ ಕೆಳಗಿನಂತಿವೆ. [488, 805, 912, 823]
row-class: KPWD Class-II & Above [862, 1006, 915, 1049]
divider [26, 430, 921, 431]
blood-line-1: ರಕ್ತದಾನ ಮಹಾದಾನ, [762, 655, 860, 671]
blood-line-2: ರಕ್ತದಾನ ಮಾಡಿ ಜೀವ ಉಳಿಸಿ [746, 676, 876, 692]
lead-column-6: ಅವಧಾನಿ ರಾಜೇಶ್ವರಿ ಪ್ರಾರ್ಥಿಸಿದರು. ಕಾರ್ಯಕ್ರಮವನ್ನು ಮುಖ್ಯ ನಿರ್ವಹಣಾ ವಿಕ್ರಮ ಉದ್ಘಾಟಿಸಿದರು. ಸಿವಿಲ್ ಗಾಯಕಿ, ಸ್ವರ ಸಾಮ್ರಾಜ್ಞಿ ಅವರ ಹಾಡು ಮೆಚ್ಚುಗೆಗೆ ಪಾತ್ರವಾಯಿತು. ಸಾಣೇಹಳ್ಳಿ ಶಿವಸಂಚಾರ ಕಲಾಸಂಘದ ವಿಠಲ ಜಂಗಮದವರ ನಾಟಕ ನಿರ್ದೇಶನದಲ್ಲಿ ಶಿವಶರಣರ ನಾಟಕ ಪ್ರದರ್ಶನ ನಡೆಯಿತು. [774, 292, 918, 343]
divider [26, 748, 470, 749]
